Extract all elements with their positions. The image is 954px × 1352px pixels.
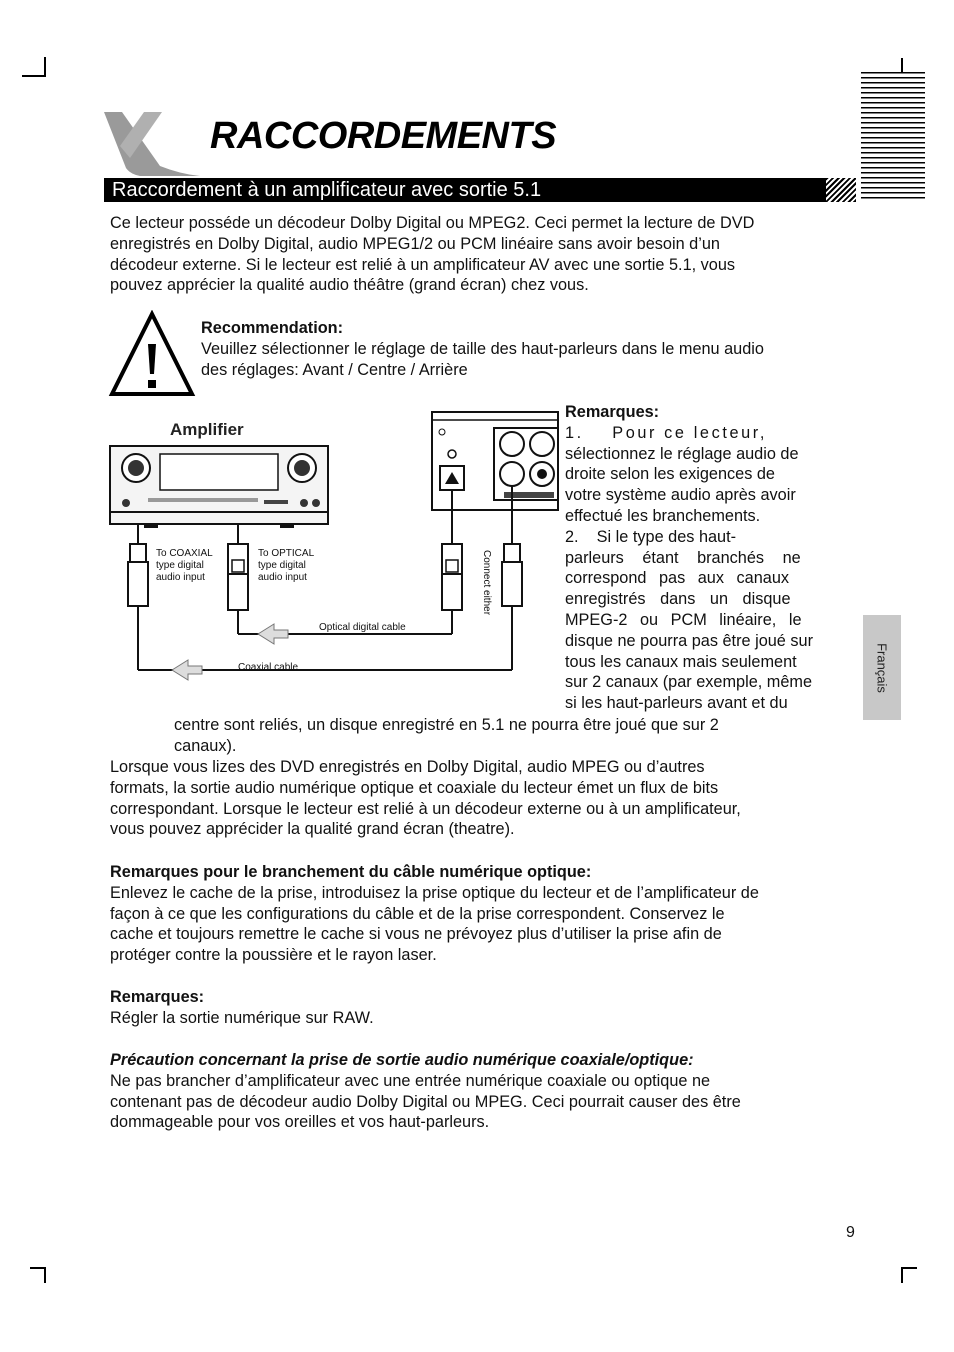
text-line: des réglages: Avant / Centre / Arrière	[201, 360, 468, 379]
text-line: protéger contre la poussière et le rayon laser.	[110, 946, 437, 965]
text-line: Régler la sortie numérique sur RAW.	[110, 1008, 374, 1027]
optical-notes-block	[110, 862, 843, 966]
text-line: correspondant. Lorsque le lecteur est relié à un décodeur externe ou à un amplificateur,	[110, 799, 741, 818]
dvd-output-paragraph	[110, 757, 843, 840]
text-line: votre système audio après avoir	[565, 486, 796, 505]
to-optical-label: To OPTICAL	[258, 548, 315, 559]
text-line: façon à ce que les configurations du câble et de la prise correspondent. Conservez le	[110, 904, 725, 923]
crop-mark-top-left	[22, 75, 46, 77]
warning-triangle-icon	[108, 310, 196, 398]
crop-mark-bottom-right	[901, 1267, 903, 1283]
text-line: dommageable pour vos oreilles et vos haut-parleurs.	[110, 1113, 490, 1132]
panel-jack	[448, 450, 456, 458]
coaxial-plug-right	[504, 544, 520, 562]
text-line: si les haut-parleurs avant et du	[565, 694, 788, 713]
rca-jack-center	[537, 469, 547, 479]
rca-jack	[530, 432, 554, 456]
text-line: tous les canaux mais seulement	[565, 652, 797, 671]
brand-x-logo-icon	[100, 108, 205, 176]
amplifier-button	[122, 499, 130, 507]
page-title: RACCORDEMENTS	[210, 115, 557, 157]
to-coaxial-label: type digital	[156, 560, 204, 571]
to-optical-label: audio input	[258, 572, 307, 583]
coaxial-plug-left	[128, 562, 148, 606]
knob-center	[128, 460, 144, 476]
knob-center	[294, 460, 310, 476]
section-hatch	[826, 178, 856, 202]
to-coaxial-label: audio input	[156, 572, 205, 583]
remarks-raw-block	[110, 987, 843, 1029]
decorative-stripes	[861, 72, 925, 200]
text-line: parleurs étant branchés ne	[565, 548, 801, 567]
text-line: 2. Si le type des haut-	[565, 527, 737, 546]
amplifier-label: Amplifier	[170, 420, 244, 439]
caution-heading: Précaution concernant la prise de sortie audio numérique coaxiale/optique:	[110, 1051, 694, 1069]
arrow-left-icon	[258, 624, 288, 644]
coaxial-cable-label: Coaxial cable	[238, 662, 299, 673]
intro-paragraph	[110, 213, 843, 296]
crop-mark-bottom-left	[44, 1267, 46, 1283]
text-line: formats, la sortie audio numérique optique et coaxiale du lecteur émet un flux de bits	[110, 778, 719, 797]
optical-plug-left	[228, 574, 248, 610]
text-line: disque ne pourra pas être joué sur	[565, 631, 813, 650]
amplifier-button	[300, 499, 308, 507]
text-line: centre sont reliés, un disque enregistré en 5.1 ne pourra être joué que sur 2	[174, 716, 719, 734]
text-line: droite selon les exigences de	[565, 465, 775, 484]
remarks-block	[565, 402, 843, 714]
text-line: décodeur externe. Si le lecteur est relié à un amplificateur AV avec une sortie 5.1, vous	[110, 255, 736, 274]
amplifier-foot	[144, 524, 158, 528]
rca-jack	[500, 462, 524, 486]
text-line: MPEG-2 ou PCM linéaire, le	[565, 610, 802, 629]
optical-plug-tip	[232, 560, 244, 572]
amplifier-logo-mark	[264, 500, 288, 504]
text-line: Veuillez sélectionner le réglage de taille des haut-parleurs dans le menu audio	[201, 339, 764, 358]
rca-jack	[500, 432, 524, 456]
optical-plug-right	[442, 574, 462, 610]
text-line: canaux).	[174, 736, 237, 755]
page-number: 9	[846, 1224, 855, 1241]
panel-screw	[439, 429, 445, 435]
remarks-continuation	[174, 715, 843, 757]
language-tab	[863, 615, 901, 720]
amplifier-display	[160, 454, 278, 490]
crop-mark-top-left	[44, 57, 46, 77]
text-line: enregistrés dans un disque	[565, 590, 791, 609]
text-line: enregistrés en Dolby Digital, audio MPEG1/2 ou PCM linéaire sans avoir besoin d’un	[110, 234, 720, 253]
recommendation-heading: Recommendation:	[201, 319, 344, 337]
recommendation-block	[201, 318, 843, 380]
to-coaxial-label: To COAXIAL	[156, 548, 213, 559]
remarks-heading: Remarques:	[110, 988, 205, 1006]
language-tab-label: Français	[874, 642, 890, 693]
remarks-heading: Remarques:	[565, 403, 660, 421]
text-line: contenant pas de décodeur audio Dolby Digital ou MPEG. Ceci pourrait causer des être	[110, 1092, 741, 1111]
text-line: Enlevez le cache de la prise, introduisez la prise optique du lecteur et de l’amplificateur de	[110, 883, 759, 902]
optical-notes-heading: Remarques pour le branchement du câble numérique optique:	[110, 863, 592, 881]
amplifier-foot	[280, 524, 294, 528]
text-line: sur 2 canaux (par exemple, même	[565, 673, 813, 692]
connection-diagram	[108, 408, 560, 690]
text-line: sélectionnez le réglage audio de	[565, 444, 799, 463]
text-line: cache et toujours remettre le cache si vous ne prévoyez plus d’utiliser la prise afin de	[110, 925, 722, 944]
text-line: 1. Pour ce lecteur,	[565, 423, 767, 442]
optical-plug-tip	[446, 560, 458, 572]
text-line: correspond pas aux canaux	[565, 569, 790, 588]
section-title: Raccordement à un amplificateur avec sortie 5.1	[112, 179, 542, 201]
coaxial-plug-right	[502, 562, 522, 606]
text-line: effectué les branchements.	[565, 506, 761, 525]
arrow-left-icon	[172, 660, 202, 680]
optical-cable-label: Optical digital cable	[319, 622, 406, 633]
coaxial-plug-left	[130, 544, 146, 562]
amplifier-fine-print	[148, 498, 258, 502]
caution-block	[110, 1050, 843, 1133]
text-line: Lorsque vous lizes des DVD enregistrés en Dolby Digital, audio MPEG ou d’autres	[110, 758, 705, 776]
to-optical-label: type digital	[258, 560, 306, 571]
text-line: vous pouvez apprécider la qualité grand écran (theatre).	[110, 820, 515, 839]
text-line: Ne pas brancher d’amplificateur avec une entrée numérique coaxiale ou optique ne	[110, 1071, 711, 1090]
crop-mark-bottom-right	[901, 1267, 917, 1269]
text-line: pouvez apprécier la qualité audio théâtre (grand écran) chez vous.	[110, 276, 589, 295]
connect-either-label: Connect either	[481, 550, 492, 616]
text-line: Ce lecteur posséde un décodeur Dolby Digital ou MPEG2. Ceci permet la lecture de DVD	[110, 214, 755, 232]
amplifier-button	[312, 499, 320, 507]
